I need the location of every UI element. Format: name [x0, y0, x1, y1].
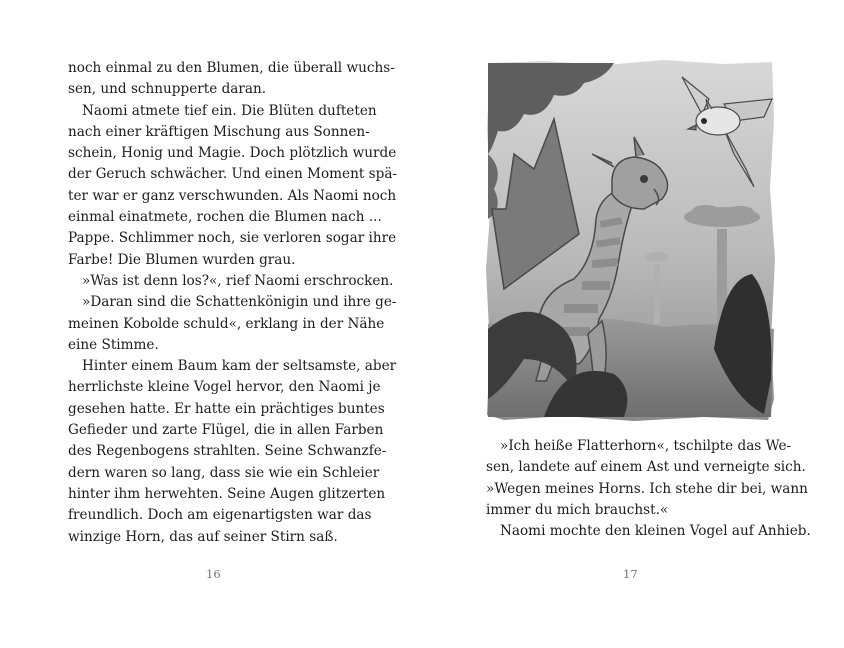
right-page	[422, 0, 844, 648]
text-line: schein, Honig und Magie. Doch plötzlich wurde	[68, 145, 397, 162]
text-line: winzige Horn, das auf seiner Stirn saß.	[68, 528, 338, 545]
right-page-text	[486, 436, 811, 542]
text-line: eine Stimme.	[68, 336, 159, 353]
text-line: Farbe! Die Blumen wurden grau.	[68, 251, 296, 268]
left-page-text	[68, 58, 398, 548]
text-line: »Ich heiße Flatterhorn«, tschilpte das We-	[500, 438, 792, 454]
text-line: des Regenbogens strahlten. Seine Schwanzfe-	[68, 443, 387, 460]
text-line: sen, und schnupperte daran.	[68, 81, 267, 98]
text-line: der Geruch schwächer. Und einen Moment spä-	[68, 166, 398, 183]
page-number-right: 17	[623, 567, 638, 581]
text-line: Naomi mochte den kleinen Vogel auf Anhieb.	[500, 523, 811, 540]
text-line: herrlichste kleine Vogel hervor, den Naomi je	[68, 379, 381, 396]
text-line: »Daran sind die Schattenkönigin und ihre ge-	[82, 294, 397, 311]
text-line: dern waren so lang, dass sie wie ein Schleier	[68, 464, 380, 481]
text-line: noch einmal zu den Blumen, die überall wuchs-	[68, 60, 395, 76]
text-line: gesehen hatte. Er hatte ein prächtiges buntes	[68, 400, 385, 417]
text-line: ter war er ganz verschwunden. Als Naomi noch	[68, 187, 397, 204]
text-line: »Was ist denn los?«, rief Naomi erschrocken.	[82, 272, 394, 289]
text-line: »Wegen meines Horns. Ich stehe dir bei, wann	[486, 480, 808, 497]
text-line: Gefieder und zarte Flügel, die in allen Farben	[68, 422, 384, 439]
text-line: hinter ihm herwehten. Seine Augen glitzerten	[68, 485, 386, 502]
text-line: nach einer kräftigen Mischung aus Sonnen-	[68, 123, 370, 140]
page-number-left: 16	[206, 567, 221, 581]
text-line: immer du mich brauchst.«	[486, 501, 669, 518]
text-line: freundlich. Doch am eigenartigsten war das	[68, 507, 372, 524]
text-line: sen, landete auf einem Ast und verneigte sich.	[486, 459, 806, 476]
text-line: Hinter einem Baum kam der seltsamste, aber	[82, 358, 397, 375]
dragon-bird-illustration	[484, 59, 776, 422]
text-line: einmal einatmete, rochen die Blumen nach ...	[68, 209, 382, 226]
text-line: meinen Kobolde schuld«, erklang in der Nähe	[68, 315, 385, 332]
text-line: Naomi atmete tief ein. Die Blüten dufteten	[82, 102, 377, 119]
text-line: Pappe. Schlimmer noch, sie verloren sogar ihre	[68, 230, 397, 247]
